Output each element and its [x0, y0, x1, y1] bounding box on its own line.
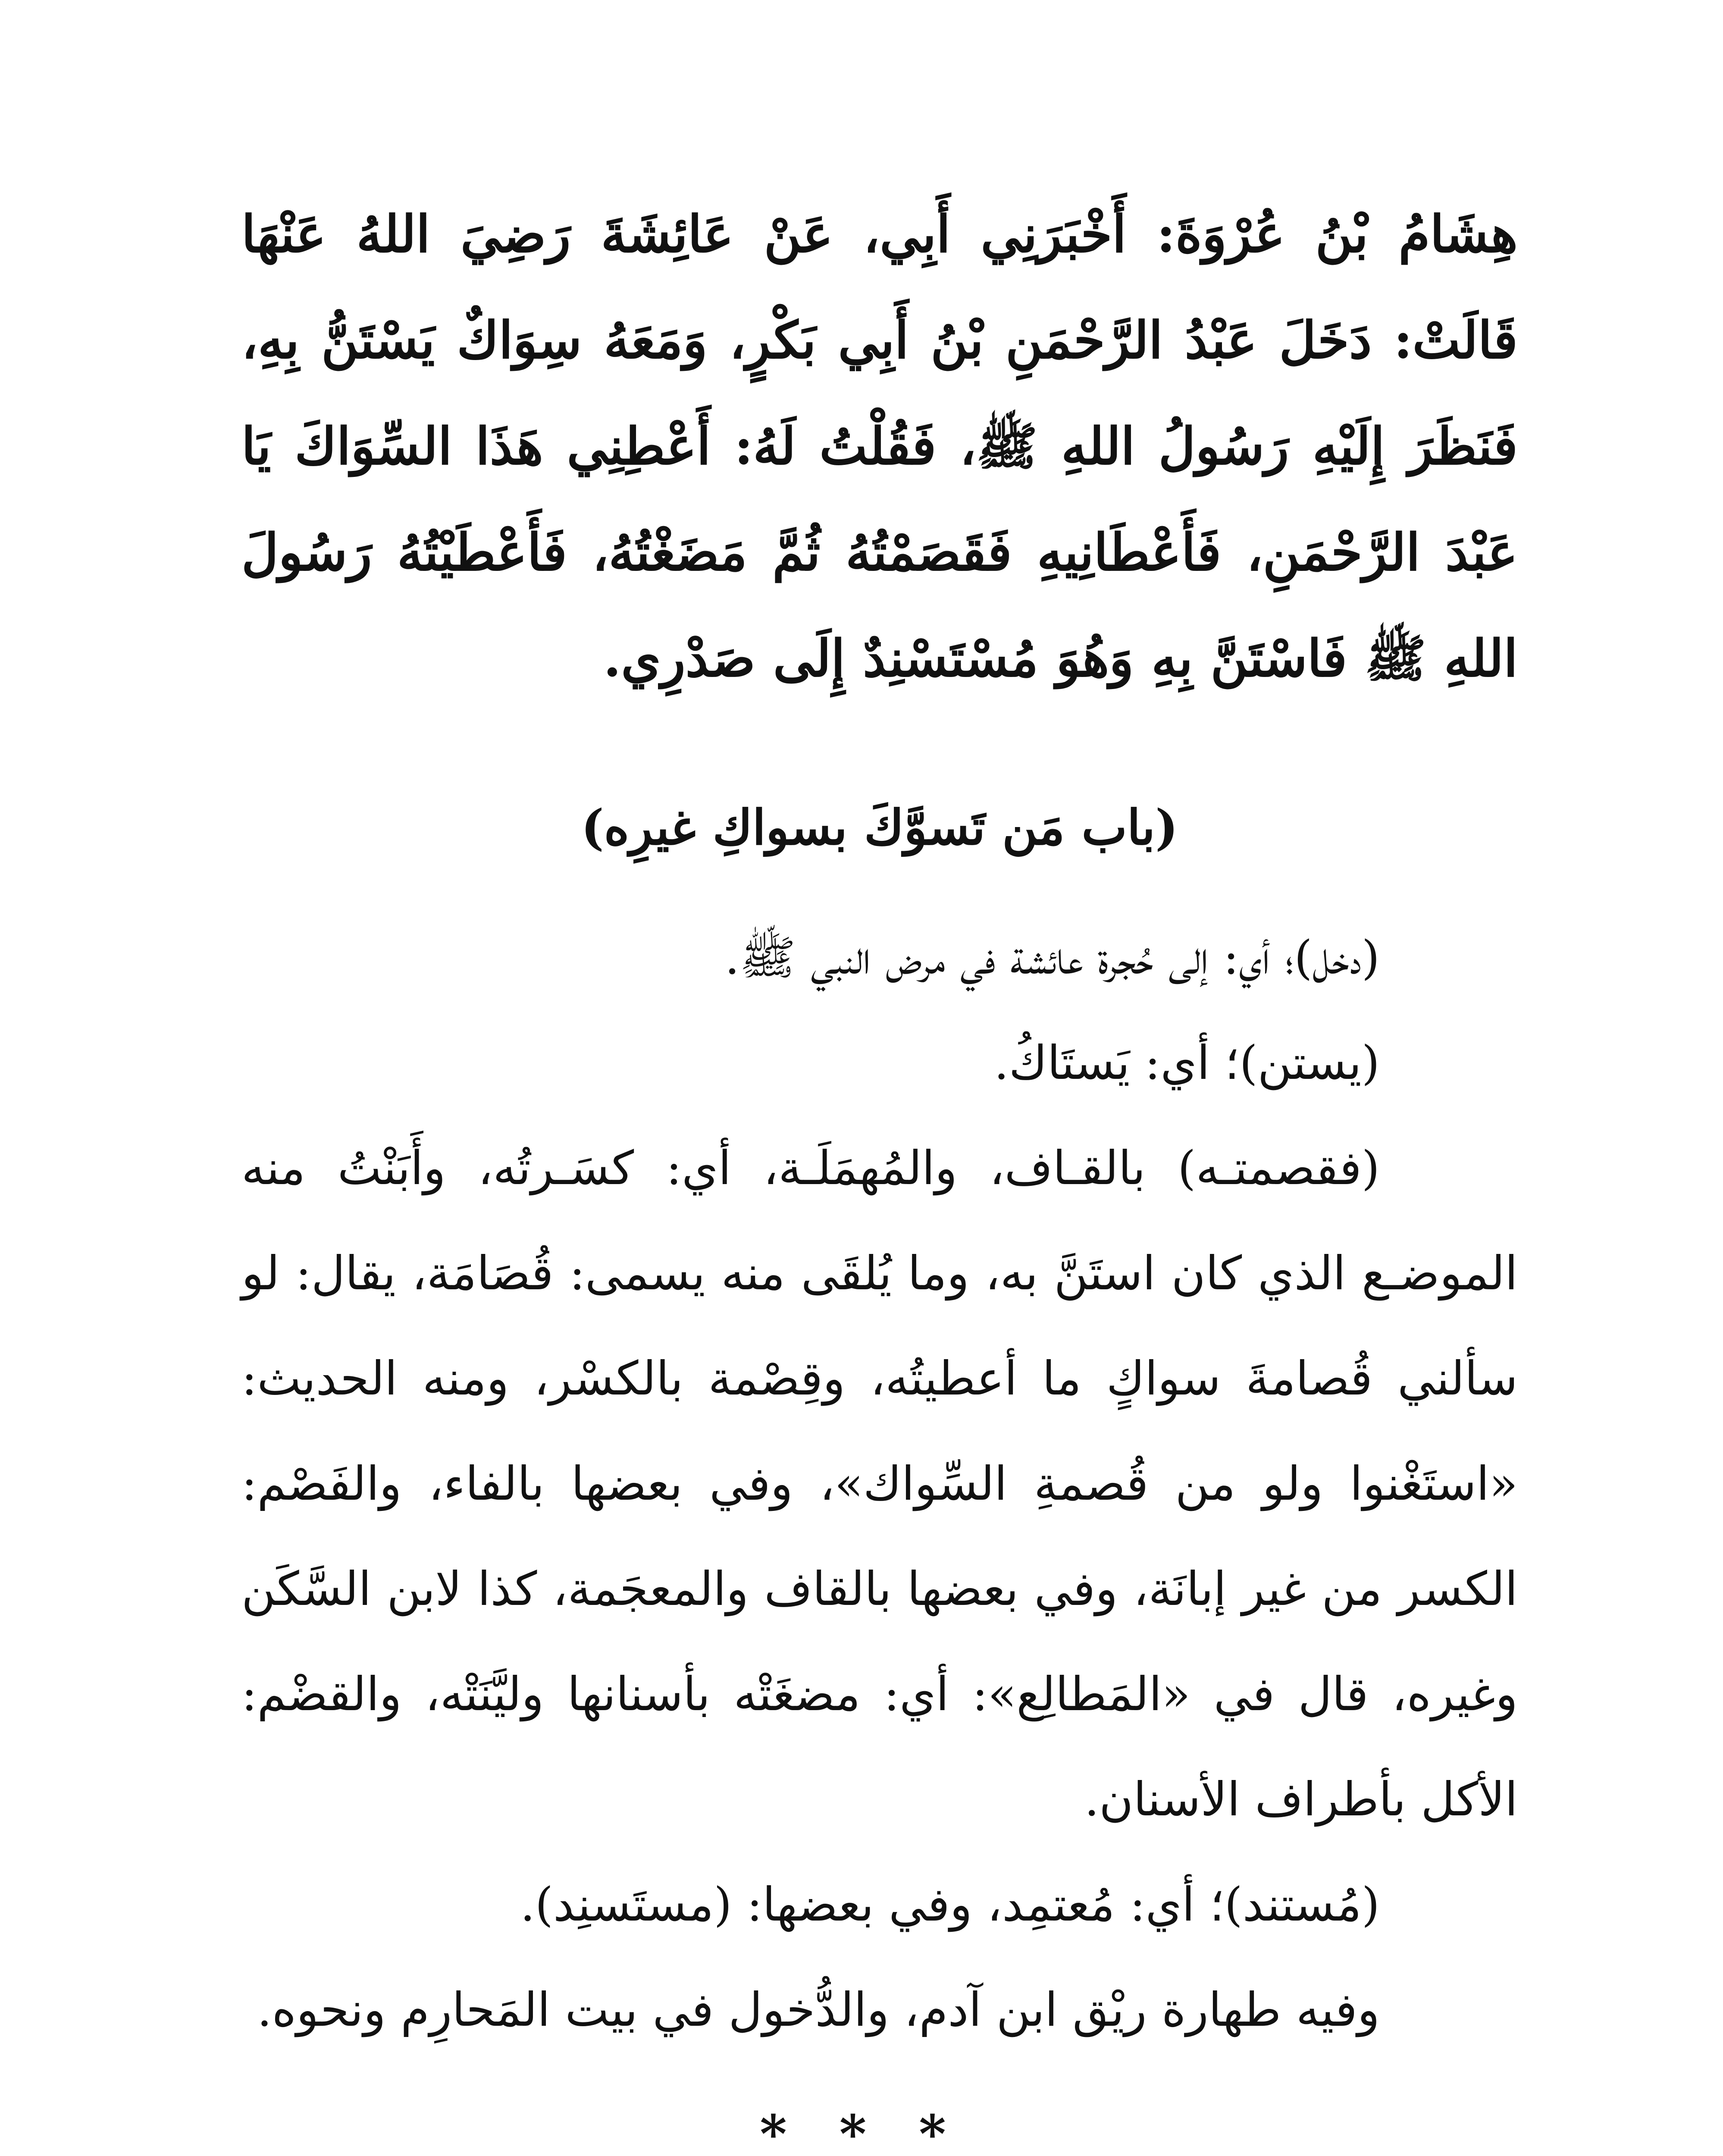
- hadith-text: هِشَامُ بْنُ عُرْوَةَ: أَخْبَرَنِي أَبِي، عَنْ عَائِشَةَ رَضِيَ اللهُ عَنْهَا قَالَتْ: دَخَلَ عَبْدُ الرَّحْمَنِ بْنُ أَبِي بَكْرٍ، وَمَعَهُ سِوَاكٌ يَسْتَنُّ بِهِ، فَنَظَرَ إِلَيْهِ رَسُولُ اللهِ ﷺ، فَقُلْتُ لَهُ: أَعْطِنِي هَذَا السِّوَاكَ يَا عَبْدَ الرَّحْمَنِ، فَأَعْطَانِيهِ فَقَصَمْتُهُ ثُمَّ مَضَغْتُهُ، فَأَعْطَيْتُهُ رَسُولَ اللهِ ﷺ فَاسْتَنَّ بِهِ وَهُوَ مُسْتَسْنِدٌ إِلَى صَدْرِي.: [241, 204, 1518, 688]
- commentary-paragraph: (مُستند)؛ أي: مُعتمِد، وفي بعضها: (مستَسنِد).: [520, 1878, 1380, 1932]
- chapter-title: (باب مَن تَسوَّكَ بسواكِ غيرِه): [581, 799, 1178, 856]
- commentary-paragraph: وفيه طهارة ريْق ابن آدم، والدُّخول في بيت المَحارِم ونحوه.: [257, 1983, 1380, 2037]
- section-separator: * * *: [760, 2104, 963, 2156]
- commentary-paragraph: (يستن)؛ أي: يَستَاكُ.: [994, 1036, 1380, 1090]
- commentary-paragraph: (دخل)؛ أي: إلى حُجرة عائشة في مرض النبي ﷺ.: [724, 931, 1380, 985]
- commentary: [241, 906, 1518, 2063]
- commentary-paragraph: (فقصمتـه) بالقـاف، والمُهمَلَـة، أي: كسَـرتُه، وأَبَنْتُ منه الموضـع الذي كان استَنَّ به، وما يُلقَى منه يسمى: قُصَامَة، يقال: لو سألني قُصامةَ سواكٍ ما أعطيتُه، وقِصْمة بالكسْر، ومنه الحديث: «استَغْنوا ولو من قُصمةِ السِّواك»، وفي بعضها بالفاء، والفَصْم: الكسر من غير إبانَة، وفي بعضها بالقاف والمعجَمة، كذا لابن السَّكَن وغيره، قال في «المَطالِع»: أي: مضغَتْه بأسنانها وليَّنَتْه، والقضْم: الأكل بأطراف الأسنان.: [241, 1141, 1518, 1827]
